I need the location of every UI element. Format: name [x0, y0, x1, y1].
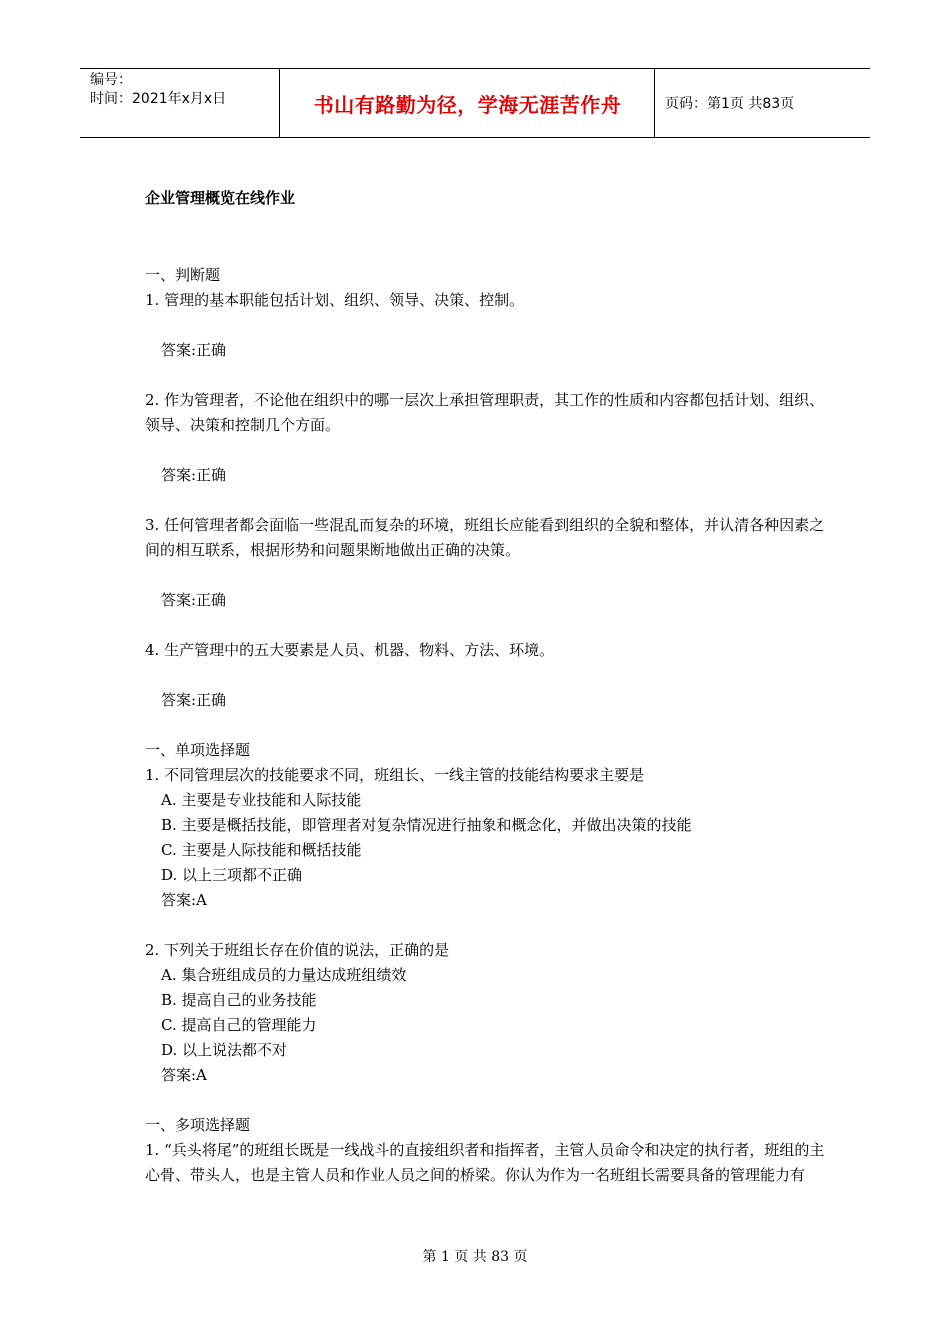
- document-body: [145, 186, 825, 1188]
- document-title: 企业管理概览在线作业: [145, 189, 296, 207]
- header-page-cell: [655, 69, 870, 137]
- question-text: 4. 生产管理中的五大要素是人员、机器、物料、方法、环境。: [145, 641, 555, 659]
- option-c: C. 主要是人际技能和概括技能: [161, 841, 362, 859]
- header-left-cell: [80, 69, 280, 137]
- section-heading: 一、单项选择题: [145, 741, 251, 759]
- question-text: 3. 任何管理者都会面临一些混乱而复杂的环境，班组长应能看到组织的全貌和整体，并认清各种因素之间的相互联系，根据形势和问题果断地做出正确的决策。: [145, 516, 825, 559]
- option-c: C. 提高自己的管理能力: [161, 1016, 317, 1034]
- answer-text: 答案:正确: [161, 591, 227, 609]
- section-single-choice: [145, 738, 825, 1113]
- question-text: 2. 下列关于班组长存在价值的说法，正确的是: [145, 941, 450, 959]
- option-a: A. 集合班组成员的力量达成班组绩效: [161, 966, 407, 984]
- section-true-false: [145, 263, 825, 738]
- motto-text: 书山有路勤为径，学海无涯苦作舟: [313, 92, 622, 117]
- header-motto-cell: [281, 69, 655, 137]
- question-text: 1. 不同管理层次的技能要求不同，班组长、一线主管的技能结构要求主要是: [145, 766, 645, 784]
- question-text: 1. 管理的基本职能包括计划、组织、领导、决策、控制。: [145, 291, 525, 309]
- page-header: [80, 68, 870, 138]
- answer-text: 答案:正确: [161, 341, 227, 359]
- option-a: A. 主要是专业技能和人际技能: [161, 791, 362, 809]
- question-text: 1. “兵头将尾”的班组长既是一线战斗的直接组织者和指挥者，主管人员命令和决定的执行者，班组的主心骨、带头人，也是主管人员和作业人员之间的桥梁。你认为作为一名班组长需要具备的管理能力有: [145, 1141, 825, 1184]
- option-d: D. 以上说法都不对: [161, 1041, 288, 1059]
- option-b: B. 主要是概括技能，即管理者对复杂情况进行抽象和概念化，并做出决策的技能: [161, 816, 692, 834]
- section-heading: 一、判断题: [145, 266, 221, 284]
- page-label: 页码：第1页 共83页: [665, 96, 795, 112]
- answer-text: 答案:A: [161, 891, 207, 909]
- section-heading: 一、多项选择题: [145, 1116, 251, 1134]
- option-b: B. 提高自己的业务技能: [161, 991, 317, 1009]
- answer-text: 答案:正确: [161, 691, 227, 709]
- option-d: D. 以上三项都不正确: [161, 866, 303, 884]
- question-text: 2. 作为管理者，不论他在组织中的哪一层次上承担管理职责，其工作的性质和内容都包括计划、组织、领导、决策和控制几个方面。: [145, 391, 825, 434]
- page-footer: 第 1 页 共 83 页: [422, 1249, 528, 1265]
- time-label: 时间：2021年x月x日: [90, 91, 227, 107]
- number-label: 编号：: [90, 72, 132, 88]
- section-multiple-choice: [145, 1113, 825, 1188]
- answer-text: 答案:正确: [161, 466, 227, 484]
- answer-text: 答案:A: [161, 1066, 207, 1084]
